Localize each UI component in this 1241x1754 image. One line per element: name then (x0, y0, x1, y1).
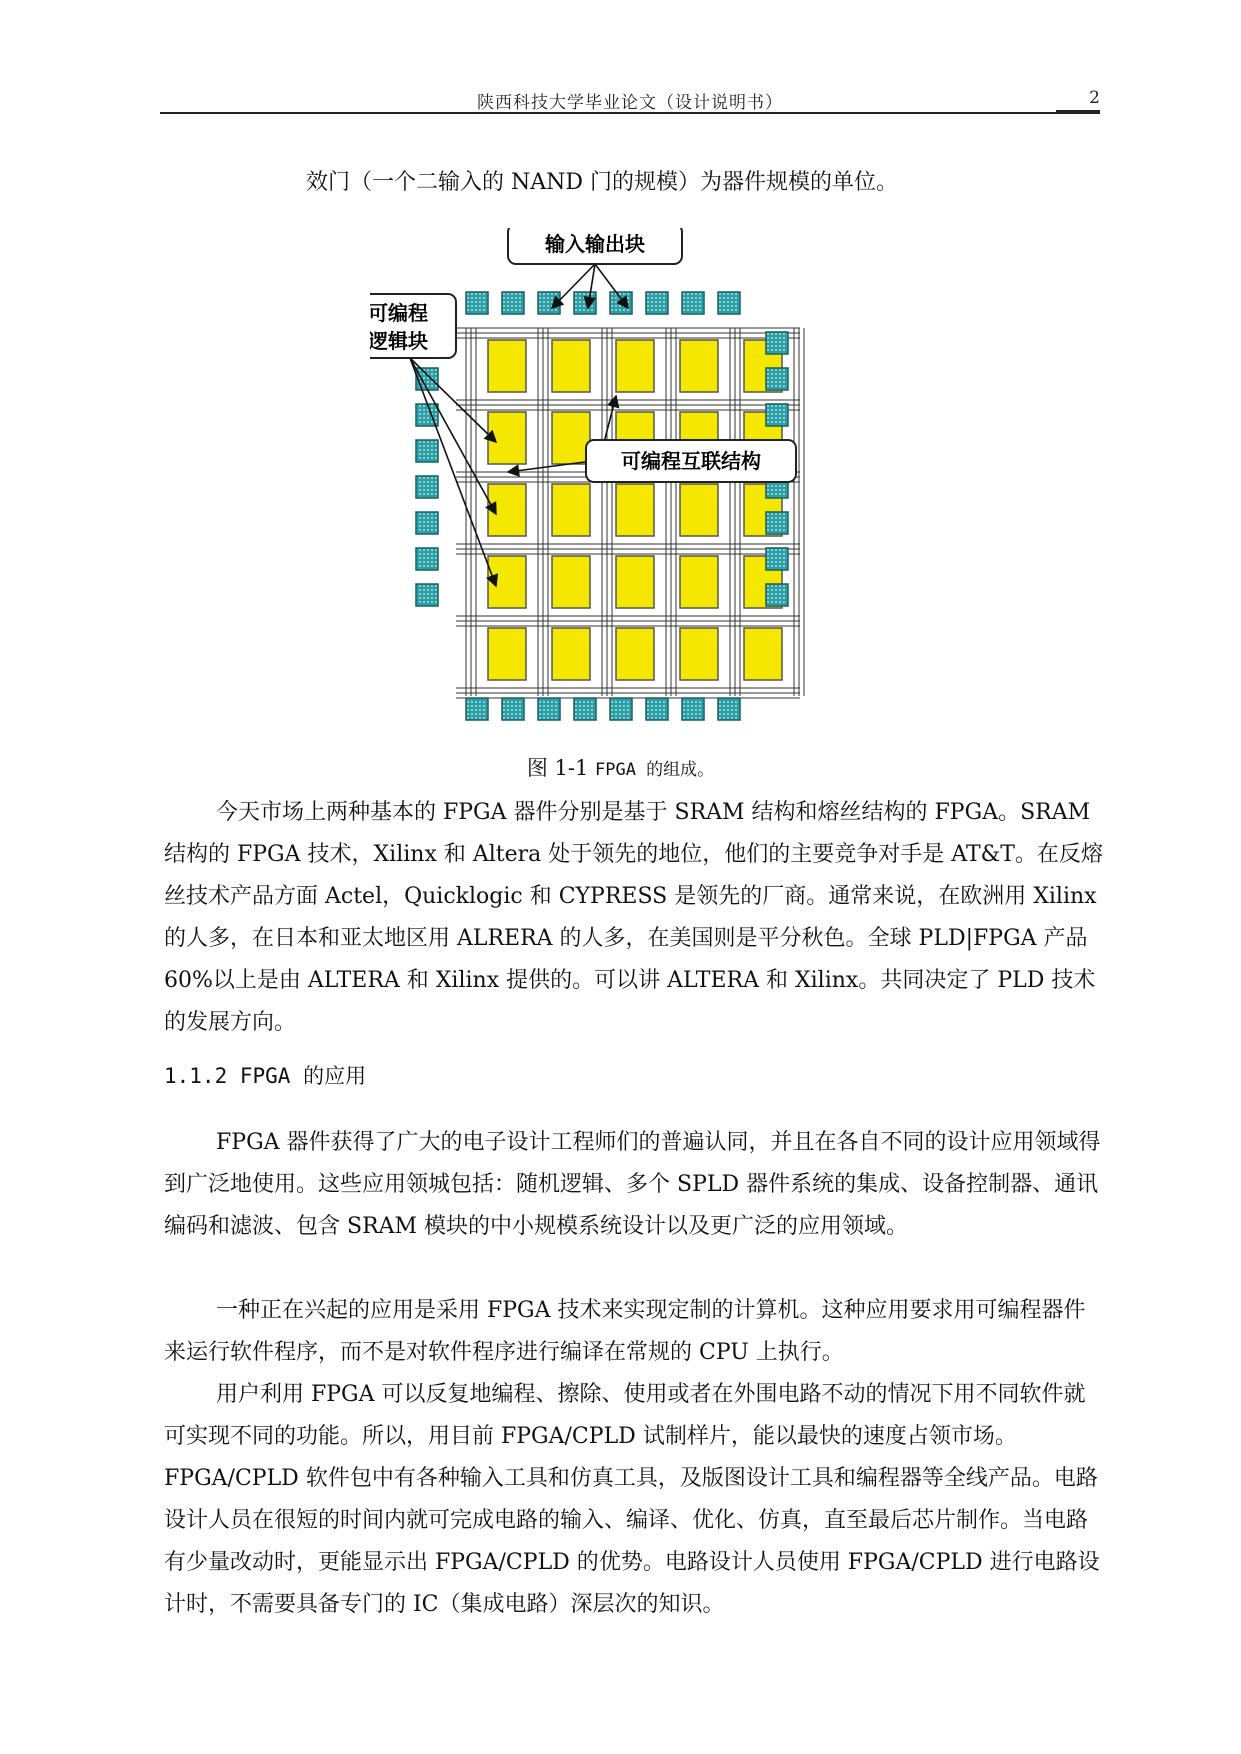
io-block-label-text: 输入输出块 (545, 232, 645, 256)
logic-block (680, 484, 718, 536)
logic-block (616, 484, 654, 536)
io-block (766, 368, 788, 390)
logic-block (680, 628, 718, 680)
io-block (646, 292, 668, 314)
caption-text: FPGA 的组成。 (595, 760, 715, 780)
logic-block (680, 556, 718, 608)
io-block (574, 292, 596, 314)
logic-block-label-line2: 逻辑块 (370, 329, 428, 353)
io-block (416, 368, 438, 390)
caption-prefix: 图 1-1 (526, 756, 589, 780)
io-block (538, 698, 560, 720)
paragraph-market: 今天市场上两种基本的 FPGA 器件分别是基于 SRAM 结构和熔丝结构的 FPGA。SRAM 结构的 FPGA 技术，Xilinx 和 Altera 处于领先的地位，他们的主要竞争对手是 AT&T。在反熔丝技术产品方面 Actel，Quicklogic 和 CYPRESS 是领先的厂商。通常来说，在欧洲用 Xilinx 的人多，在日本和亚太地区用 ALRERA 的人多，在美国则是平分秋色。全球 PLD|FPGA 产品 60%以上是由 ALTERA 和 Xilinx 提供的。可以讲 ALTERA 和 Xilinx。共同决定了 PLD 技术的发展方向。 (164, 800, 1103, 1035)
logic-block (488, 628, 526, 680)
io-block (416, 440, 438, 462)
logic-block (488, 412, 526, 464)
intro-line: 效门（一个二输入的 NAND 门的规模）为器件规模的单位。 (306, 170, 899, 195)
page-header (160, 84, 1100, 114)
io-block (466, 292, 488, 314)
logic-block (488, 340, 526, 392)
logic-block (552, 556, 590, 608)
io-block (766, 404, 788, 426)
io-block (610, 292, 632, 314)
io-block (502, 698, 524, 720)
fpga-diagram (370, 228, 890, 748)
logic-block (552, 340, 590, 392)
io-block (766, 332, 788, 354)
paragraph-custom-computer: 一种正在兴起的应用是采用 FPGA 技术来实现定制的计算机。这种应用要求用可编程器件来运行软件程序，而不是对软件程序进行编译在常规的 CPU 上执行。 (164, 1298, 1086, 1365)
io-block (682, 292, 704, 314)
io-block (718, 698, 740, 720)
interconnect-label-text: 可编程互联结构 (621, 449, 761, 473)
io-block (718, 292, 740, 314)
io-block (502, 292, 524, 314)
fpga-figure (370, 228, 890, 748)
paragraph-reprogramming: 用户利用 FPGA 可以反复地编程、擦除、使用或者在外围电路不动的情况下用不同软件就可实现不同的功能。所以，用目前 FPGA/CPLD 试制样片，能以最快的速度占领市场。FPGA/CPLD 软件包中有各种输入工具和仿真工具，及版图设计工具和编程器等全线产品。电路设计人员在很短的时间内就可完成电路的输入、编译、优化、仿真，直至最后芯片制作。当电路有少量改动时，更能显示出 FPGA/CPLD 的优势。电路设计人员使用 FPGA/CPLD 进行电路设计时，不需要具备专门的 IC（集成电路）深层次的知识。 (164, 1382, 1100, 1617)
io-block (682, 698, 704, 720)
section-heading (164, 1060, 366, 1090)
io-block (416, 476, 438, 498)
page-number: 2 (1089, 88, 1100, 108)
logic-block (552, 628, 590, 680)
logic-block (616, 340, 654, 392)
logic-block (552, 412, 590, 464)
logic-blocks (488, 340, 782, 680)
paragraph-applications: FPGA 器件获得了广大的电子设计工程师们的普遍认同，并且在各自不同的设计应用领域得到广泛地使用。这些应用领城包括：随机逻辑、多个 SPLD 器件系统的集成、设备控制器、通讯编码和滤波、包含 SRAM 模块的中小规模系统设计以及更广泛的应用领域。 (164, 1130, 1101, 1239)
logic-block (552, 484, 590, 536)
header-rule (160, 112, 1100, 114)
logic-block (616, 628, 654, 680)
section-title: 的应用 (303, 1064, 367, 1088)
header-title: 陕西科技大学毕业论文（设计说明书） (477, 93, 783, 113)
io-block (416, 584, 438, 606)
logic-block (680, 340, 718, 392)
logic-block (616, 556, 654, 608)
io-block (766, 548, 788, 570)
interconnect-label (586, 440, 796, 482)
logic-block-label-line1: 可编程 (370, 301, 428, 325)
io-block (646, 698, 668, 720)
io-block (416, 548, 438, 570)
figure-caption (0, 752, 1241, 782)
io-block (766, 584, 788, 606)
io-block (416, 512, 438, 534)
io-block-label (508, 228, 682, 264)
io-block (766, 512, 788, 534)
logic-block (744, 628, 782, 680)
io-block (610, 698, 632, 720)
logic-block-label (370, 294, 456, 358)
section-number: 1.1.2 FPGA (164, 1064, 291, 1088)
io-block (574, 698, 596, 720)
io-block (466, 698, 488, 720)
